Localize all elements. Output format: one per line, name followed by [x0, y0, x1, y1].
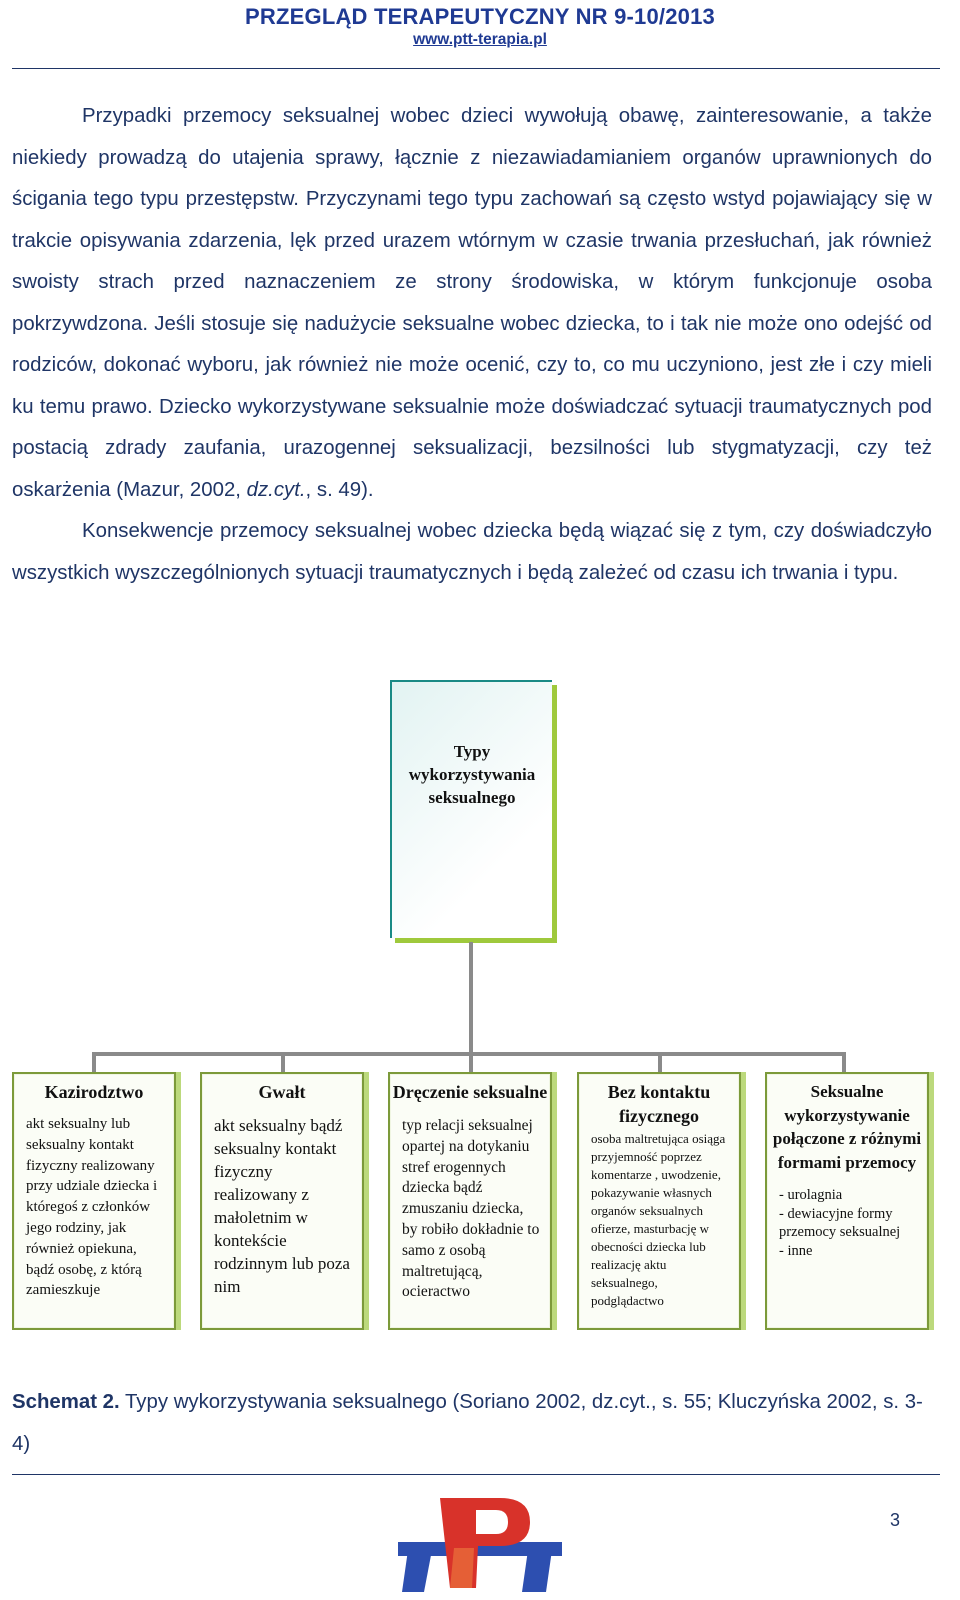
box-list	[767, 1174, 927, 1260]
journal-title: PRZEGLĄD TERAPEUTYCZNY NR 9-10/2013	[245, 4, 715, 29]
diagram-root-box	[390, 680, 552, 938]
ptt-logo	[380, 1490, 580, 1595]
paragraph-1	[12, 96, 932, 511]
list-item: - dewiacyjne formy przemocy seksualnej	[779, 1205, 901, 1240]
box-description: typ relacji seksualnej opartej na dotykaniu stref erogennych dziecka bądź zmuszaniu dziecka, by robiło dokładnie to samo z osobą maltretującą, ocieractwo	[402, 1117, 540, 1301]
box-seksualne-wykorzystywanie	[765, 1072, 929, 1330]
list-item: - inne	[779, 1242, 813, 1259]
connector-drop-3	[469, 1052, 473, 1072]
box-title: Gwałt	[258, 1082, 306, 1102]
box-title: Seksualne wykorzystywanie połączone z różnymi formami przemocy	[772, 1082, 922, 1172]
connector-vertical-root	[469, 942, 473, 1054]
types-diagram	[0, 680, 960, 1350]
box-description: akt seksualny bądź seksualny kontakt fizyczny realizowany z małoletnim w kontekście rodzinnym lub poza nim	[214, 1116, 350, 1296]
connector-drop-5	[842, 1052, 846, 1072]
list-item: - urolagnia	[779, 1187, 843, 1203]
box-title: Dręczenie seksualne	[392, 1082, 548, 1102]
box-dreczenie	[388, 1072, 552, 1330]
paragraph-2: Konsekwencje przemocy seksualnej wobec dziecka będą wiązać się z tym, czy doświadczyło wszystkich wyszczególnionych sytuacji traumatycznych i będą zależeć od czasu ich trwania i typu.	[12, 520, 932, 584]
figure-caption	[12, 1382, 932, 1465]
box-gwalt	[200, 1072, 364, 1330]
box-description: akt seksualny lub seksualny kontakt fizyczny realizowany przy udziale dziecka i któregoś z członków jego rodziny, jak również opiekuna, bądź osobę, z którą zamieszkuje	[26, 1116, 158, 1299]
page-number: 3	[890, 1510, 901, 1530]
article-body	[12, 96, 932, 594]
logo-t-left-stem	[402, 1550, 432, 1592]
diagram-root-label: Typy wykorzystywania seksualnego	[408, 742, 536, 807]
journal-url-link[interactable]: www.ptt-terapia.pl	[413, 31, 547, 48]
box-description: osoba maltretująca osiąga przyjemność poprzez komentarze , uwodzenie, pokazywanie własnych organów seksualnych ofierze, masturbację w obecności dziecka lub realizację aktu seksualnego, podglądactwo	[591, 1131, 726, 1308]
footer-divider	[12, 1474, 940, 1475]
box-kazirodztwo	[12, 1072, 176, 1330]
connector-drop-4	[658, 1052, 662, 1072]
caption-label: Schemat 2.	[12, 1391, 120, 1413]
paragraph-1-text: Przypadki przemocy seksualnej wobec dzieci wywołują obawę, zainteresowanie, a także niekiedy prowadzą do utajenia sprawy, łącznie z niezawiadamianiem organów uprawnionych do ścigania tego typu przestępstw. Przyczynami tego typu zachowań są często wstyd pojawiający się w trakcie opisywania zdarzenia, lęk przed urazem wtórnym w czasie trwania przesłuchań, jak również swoisty strach przed naznaczeniem ze strony środowiska, w którym funkcjonuje osoba pokrzywdzona. Jeśli stosuje się nadużycie seksualne wobec dziecka, to i tak nie może ono odejść od rodziców, dokonać wyboru, jak również nie może ocenić, czy to, co mu uczyniono, jest złe i czy mieli ku temu prawo. Dziecko wykorzystywane seksualnie może doświadczać sytuacji traumatycznych pod postacią zdrady zaufania, urazogennej seksualizacji, bezsilności lub stygmatyzacji, czy też oskarżenia (Mazur, 2002,	[12, 105, 932, 501]
citation-italic: dz.cyt.	[246, 478, 306, 501]
logo-p-hole	[476, 1510, 508, 1534]
logo-t-right-stem	[522, 1550, 552, 1592]
citation-tail: , s. 49).	[305, 478, 374, 501]
logo-p-stem-shade	[450, 1548, 474, 1588]
box-title: Kazirodztwo	[44, 1082, 144, 1102]
box-title: Bez kontaktu fizycznego	[607, 1082, 711, 1126]
connector-drop-1	[92, 1052, 96, 1072]
header-divider	[12, 68, 940, 69]
box-bez-kontaktu	[577, 1072, 741, 1330]
connector-drop-2	[281, 1052, 285, 1072]
caption-text: Typy wykorzystywania seksualnego (Soriano 2002, dz.cyt., s. 55; Kluczyńska 2002, s. 3-4)	[12, 1391, 923, 1455]
